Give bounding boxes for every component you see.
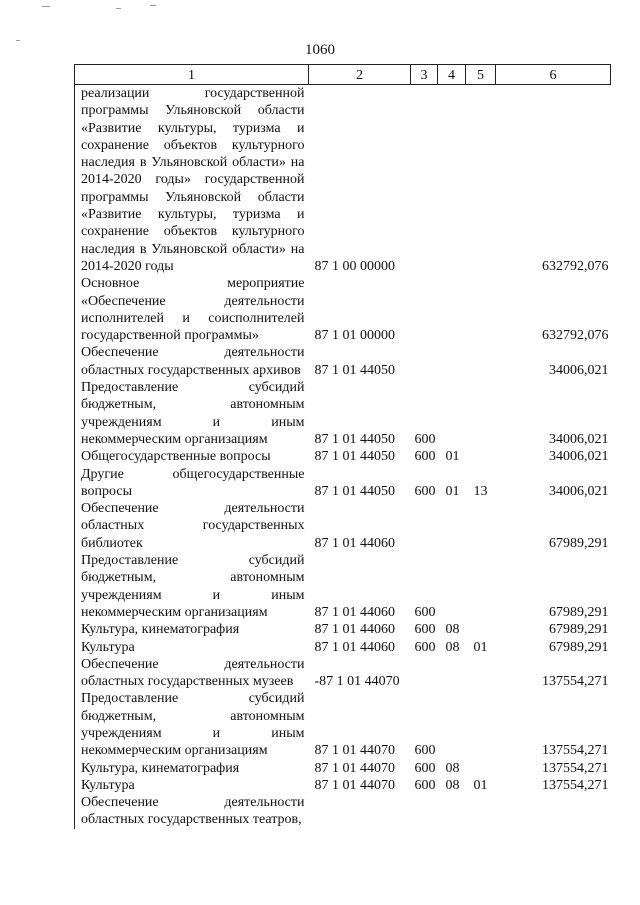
subsection-code [466,621,496,638]
amount: 67989,291 [549,639,609,655]
table-row [75,639,611,656]
target-article-code: 87 1 01 44070 [314,777,395,793]
expense-type-code: 600 [414,639,436,655]
target-article-code: 87 1 01 44070 [314,760,395,776]
section-code [438,690,466,759]
subsection-code: 01 [473,777,488,793]
expense-type-code [411,275,438,344]
section-code: 01 [445,483,460,499]
section-code [438,379,466,448]
scan-speck [16,40,20,41]
column-header: 3 [411,65,438,85]
expense-type-code: 600 [414,622,436,638]
expense-type-code: 600 [414,743,436,759]
row-name: реализации государственной программы Ульяновской области «Развитие культуры, туризма и сохранение объектов культурного наследия в Ульяновской области» на 2014-2020 годы» государственной программы Ульяновской области «Развитие культуры, туризма и сохранение объектов культурного наследия в Ульяновской области» на 2014-2020 годы [75,85,309,276]
expense-type-code [411,500,438,552]
table-row [75,760,611,777]
table-body [75,85,611,829]
subsection-code [466,500,496,552]
target-article-code: 87 1 01 44060 [314,639,395,655]
amount [496,794,611,829]
amount: 137554,271 [542,743,609,759]
section-code [438,275,466,344]
table-row [75,85,611,276]
amount: 34006,021 [549,483,609,499]
section-code [438,552,466,621]
section-code: 08 [445,760,460,776]
budget-table [74,64,611,829]
expense-type-code [411,656,438,691]
expense-type-code [411,794,438,829]
row-name: Культура [75,639,309,656]
table-row [75,344,611,379]
expense-type-code: 600 [414,483,436,499]
table-row [75,690,611,759]
target-article-code [309,794,411,829]
target-article-code: 87 1 01 44050 [314,431,395,447]
amount: 137554,271 [542,760,609,776]
subsection-code [466,379,496,448]
page-number: 1060 [305,42,335,58]
section-code [438,794,466,829]
row-name: Культура, кинематография [75,760,309,777]
row-name: Основное мероприятие «Обеспечение деятельности исполнителей и соисполнителей государственной программы» [75,275,309,344]
target-article-code: 87 1 01 44060 [314,604,395,620]
section-code: 08 [445,777,460,793]
column-header: 1 [75,65,309,85]
expense-type-code: 600 [414,777,436,793]
amount: 34006,021 [549,431,609,447]
row-name: Обеспечение деятельности областных государственных архивов [75,344,309,379]
section-code [438,500,466,552]
column-header: 6 [496,65,611,85]
row-name: Предоставление субсидий бюджетным, автономным учреждениям и иным некоммерческим организациям [75,552,309,621]
target-article-code: 87 1 01 00000 [314,328,395,344]
expense-type-code: 600 [414,604,436,620]
target-article-code: 87 1 00 00000 [314,258,395,274]
amount: 137554,271 [542,777,609,793]
table-row [75,621,611,638]
section-code [438,344,466,379]
scan-speck [150,5,156,6]
amount: 632792,076 [542,258,609,274]
subsection-code: 13 [473,483,488,499]
section-code: 08 [445,639,460,655]
amount: 34006,021 [549,362,609,378]
row-name: Предоставление субсидий бюджетным, автономным учреждениям и иным некоммерческим организациям [75,379,309,448]
section-code [438,656,466,691]
row-name: Обеспечение деятельности областных государственных библиотек [75,500,309,552]
scan-speck [42,6,50,7]
scan-speck [116,8,121,9]
table-row [75,379,611,448]
subsection-code [466,344,496,379]
row-name: Культура [75,777,309,794]
table-row [75,448,611,465]
row-name: Другие общегосударственные вопросы [75,466,309,501]
amount: 67989,291 [549,604,609,620]
table-row [75,552,611,621]
amount: 137554,271 [542,674,609,690]
table-row [75,656,611,691]
target-article-code: 87 1 01 44050 [314,483,395,499]
subsection-code [466,552,496,621]
subsection-code [466,656,496,691]
amount: 67989,291 [549,535,609,551]
target-article-code: 87 1 01 44060 [314,622,395,638]
subsection-code [466,760,496,777]
expense-type-code [411,85,438,276]
expense-type-code: 600 [414,449,436,465]
section-code: 08 [445,622,460,638]
subsection-code [466,690,496,759]
target-article-code: 87 1 01 44060 [314,535,395,551]
subsection-code [466,85,496,276]
section-code: 01 [445,449,460,465]
expense-type-code: 600 [414,431,436,447]
row-name: Общегосударственные вопросы [75,448,309,465]
row-name: Обеспечение деятельности областных государственных музеев [75,656,309,691]
target-article-code: 87 1 01 44050 [314,449,395,465]
expense-type-code: 600 [414,760,436,776]
expense-type-code [411,344,438,379]
column-header: 4 [438,65,466,85]
column-number-row [75,65,611,85]
column-header: 5 [466,65,496,85]
target-article-code: 87 1 01 44070 [314,743,395,759]
table-row [75,500,611,552]
row-name: Обеспечение деятельности областных государственных театров, [75,794,309,829]
amount: 67989,291 [549,622,609,638]
target-article-code: -87 1 01 44070 [314,674,400,690]
table-row [75,275,611,344]
row-name: Культура, кинематография [75,621,309,638]
subsection-code [466,794,496,829]
table-row [75,794,611,829]
section-code [438,85,466,276]
target-article-code: 87 1 01 44050 [314,362,395,378]
table-row [75,777,611,794]
column-header: 2 [309,65,411,85]
amount: 632792,076 [542,328,609,344]
subsection-code: 01 [473,639,488,655]
subsection-code [466,275,496,344]
table-row [75,466,611,501]
subsection-code [466,448,496,465]
row-name: Предоставление субсидий бюджетным, автономным учреждениям и иным некоммерческим организациям [75,690,309,759]
amount: 34006,021 [549,449,609,465]
